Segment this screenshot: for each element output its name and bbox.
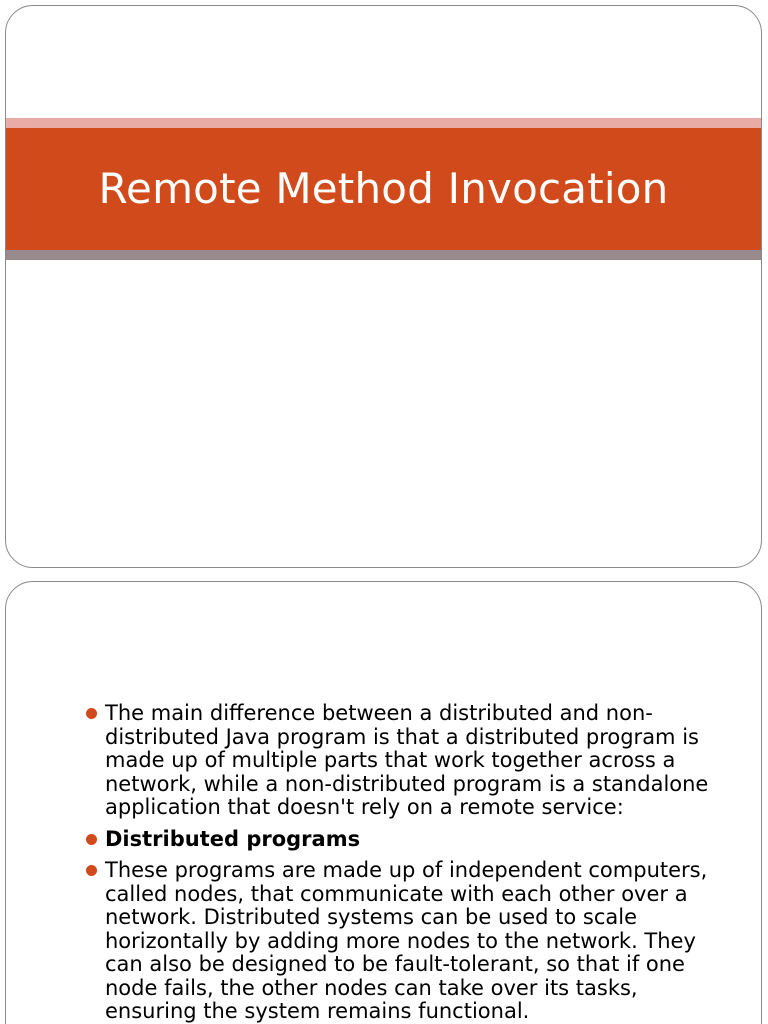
slide-title: Remote Method Invocation <box>98 164 669 213</box>
bullet-text: These programs are made up of independent computers, called nodes, that communicate with each other over a network. Distributed systems can be used to scale horizontally by adding more nodes to the network. They can also be designed to be fault-tolerant, so that if one node fails, the other nodes can take over its tasks, ensuring the system remains functional. <box>105 858 708 1023</box>
bullet-dot-icon <box>86 865 97 876</box>
bullet-dot-icon <box>86 708 97 719</box>
bullet-list <box>86 702 726 1024</box>
title-band <box>6 128 761 250</box>
bullet-item-heading <box>86 828 726 852</box>
bullet-text: The main difference between a distributed and non-distributed Java program is that a distributed program is made up of multiple parts that work together across a network, while a non-distributed program is a standalone application that doesn't rely on a remote service: <box>105 701 709 819</box>
bullet-item <box>86 859 726 1024</box>
slide-2 <box>5 581 762 1024</box>
bullet-item <box>86 702 726 820</box>
title-band-top-stripe <box>6 118 761 128</box>
slide-1 <box>5 5 762 568</box>
bullet-dot-icon <box>86 834 97 845</box>
bullet-text: Distributed programs <box>105 826 361 851</box>
title-band-bottom-stripe <box>6 250 761 260</box>
